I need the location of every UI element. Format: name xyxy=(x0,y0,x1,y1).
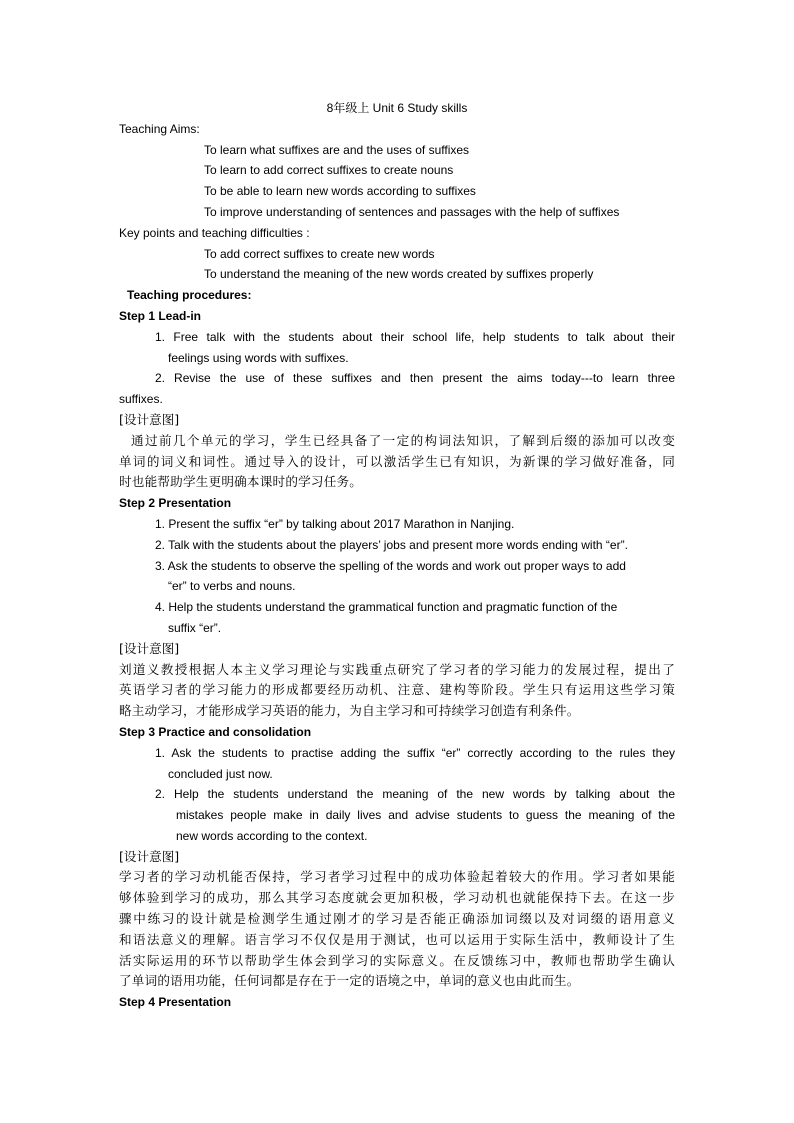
step2-heading: Step 2 Presentation xyxy=(119,496,232,511)
step3-item2-line2: mistakes people make in daily lives and advise students to guess the meaning of the xyxy=(176,808,675,823)
step3-item2-line3: new words according to the context. xyxy=(176,828,368,843)
aim-item: To improve understanding of sentences and passages with the help of suffixes xyxy=(204,204,620,219)
step3-item1-line1: 1. Ask the students to practise adding the suffix “er” correctly according to the rules they xyxy=(155,745,675,760)
key-point-item: To understand the meaning of the new words created by suffixes properly xyxy=(204,267,594,282)
key-point-item: To add correct suffixes to create new words xyxy=(204,246,435,261)
aim-item: To learn to add correct suffixes to create nouns xyxy=(204,163,454,178)
design-intent-label: [设计意图] xyxy=(119,848,180,864)
design-intent-text: 了单词的语用功能，任何词都是存在于一定的语境之中，单词的意义也由此而生。 xyxy=(119,973,580,989)
step2-item2: 2. Talk with the students about the players’ jobs and present more words ending with “er”. xyxy=(155,537,628,552)
step1-heading: Step 1 Lead-in xyxy=(119,308,202,323)
key-points-heading: Key points and teaching difficulties : xyxy=(119,225,310,240)
step2-item4-line2: suffix “er”. xyxy=(168,620,222,635)
step2-item1: 1. Present the suffix “er” by talking about 2017 Marathon in Nanjing. xyxy=(155,516,515,531)
aims-heading: Teaching Aims: xyxy=(119,121,200,136)
design-intent-text: 活实际运用的环节以帮助学生体会到学习的实际意义。在反馈练习中，教师也帮助学生确认 xyxy=(119,952,675,968)
document-page xyxy=(119,98,675,1013)
design-intent-label: [设计意图] xyxy=(119,411,180,427)
design-intent-text: 够体验到学习的成功，那么其学习态度就会更加积极，学习动机也就能保持下去。在这一步 xyxy=(119,890,675,906)
step2-item3-line1: 3. Ask the students to observe the spelling of the words and work out proper ways to add xyxy=(155,558,626,573)
design-intent-text: 和语法意义的理解。语言学习不仅仅是用于测试，也可以运用于实际生活中，教师设计了生 xyxy=(119,931,675,947)
step1-item1-line2: feelings using words with suffixes. xyxy=(168,350,349,365)
step1-item1-line1: 1. Free talk with the students about their school life, help students to talk about their xyxy=(155,329,675,344)
step3-item1-line2: concluded just now. xyxy=(168,766,273,781)
step4-heading: Step 4 Presentation xyxy=(119,995,232,1010)
design-intent-text: 通过前几个单元的学习，学生已经具备了一定的构词法知识，了解到后缀的添加可以改变 xyxy=(131,432,675,448)
design-intent-text: 骤中练习的设计就是检测学生通过刚才的学习是否能正确添加词缀以及对词缀的语用意义 xyxy=(119,911,675,927)
step2-item4-line1: 4. Help the students understand the grammatical function and pragmatic function of the xyxy=(155,600,618,615)
step1-item2-line2: suffixes. xyxy=(119,392,163,407)
aim-item: To learn what suffixes are and the uses of suffixes xyxy=(204,142,470,157)
step1-item2-line1: 2. Revise the use of these suffixes and then present the aims today---to learn three xyxy=(155,371,675,386)
design-intent-label: [设计意图] xyxy=(119,640,180,656)
design-intent-text: 时也能帮助学生更明确本课时的学习任务。 xyxy=(119,474,363,490)
design-intent-text: 单词的词义和词性。通过导入的设计，可以激活学生已有知识，为新课的学习做好准备，同 xyxy=(119,453,675,469)
design-intent-text: 英语学习者的学习能力的形成都要经历动机、注意、建构等阶段。学生只有运用这些学习策 xyxy=(119,682,675,698)
design-intent-text: 刘道义教授根据人本主义学习理论与实践重点研究了学习者的学习能力的发展过程，提出了 xyxy=(119,661,675,677)
design-intent-text: 学习者的学习动机能否保持，学习者学习过程中的成功体验起着较大的作用。学习者如果能 xyxy=(119,869,675,885)
aim-item: To be able to learn new words according to suffixes xyxy=(204,184,476,199)
step2-item3-line2: “er” to verbs and nouns. xyxy=(168,579,296,594)
step3-item2-line1: 2. Help the students understand the meaning of the new words by talking about the xyxy=(155,787,675,802)
document-title: 8年级上 Unit 6 Study skills xyxy=(326,101,468,115)
design-intent-text: 略主动学习，才能形成学习英语的能力，为自主学习和可持续学习创造有利条件。 xyxy=(119,703,580,719)
procedures-heading: Teaching procedures: xyxy=(127,288,252,303)
step3-heading: Step 3 Practice and consolidation xyxy=(119,724,312,739)
